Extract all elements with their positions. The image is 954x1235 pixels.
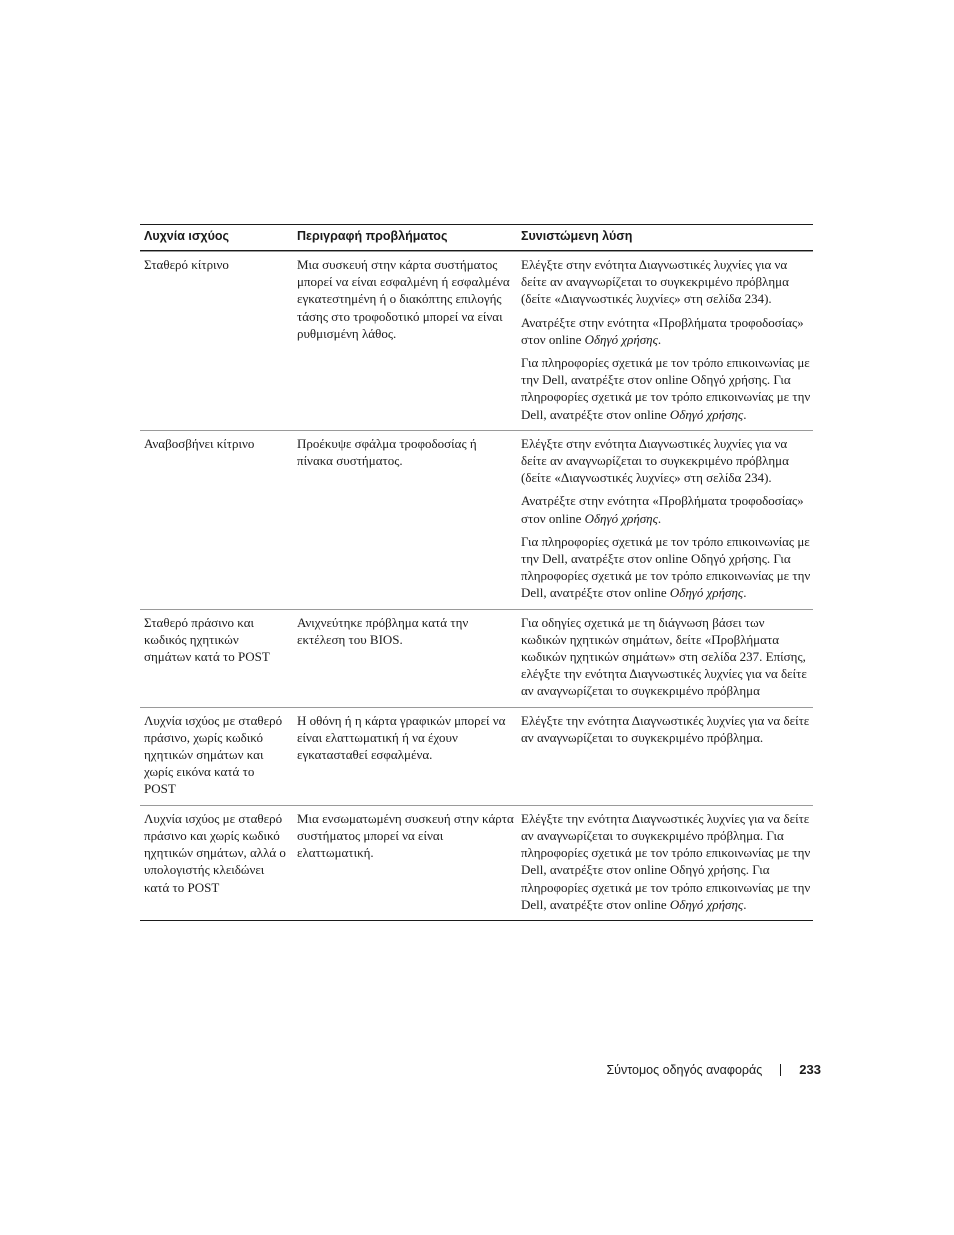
- table-row: [140, 251, 813, 430]
- column-header-problem-description: Περιγραφή προβλήματος: [297, 229, 448, 243]
- table-row: [140, 430, 813, 609]
- footer-separator: [780, 1064, 781, 1076]
- solution-paragraph: [521, 492, 813, 526]
- problem-description-cell: Ανιχνεύτηκε πρόβλημα κατά την εκτέλεση του BIOS.: [297, 614, 469, 647]
- solution-text: Ελέγξτε στην ενότητα Διαγνωστικές λυχνίες για να δείτε αν αναγνωρίζεται το συγκεκριμένο πρόβλημα (δείτε «Διαγνωστικές λυχνίες» στη σελίδα 234).: [521, 435, 789, 486]
- solution-text: Ελέγξτε την ενότητα Διαγνωστικές λυχνίες για να δείτε αν αναγνωρίζεται το συγκεκριμένο πρόβλημα. Για πληροφορίες σχετικά με τον τρόπο επικοινωνίας με την Dell, ανατρέξτε στον online Οδηγό χρήσης. Για πληροφορίες σχετικά με τον τρόπο επικοινωνίας με την Dell, ανατρέξτε στον online: [521, 810, 811, 912]
- column-header-recommended-solution: Συνιστώμενη λύση: [521, 229, 633, 243]
- recommended-solution-cell: [521, 708, 813, 805]
- power-light-cell: Λυχνία ισχύος με σταθερό πράσινο και χωρίς κωδικό ηχητικών σημάτων, αλλά ο υπολογιστής κλειδώνει κατά το POST: [144, 810, 286, 895]
- solution-text: Ελέγξτε στην ενότητα Διαγνωστικές λυχνίες για να δείτε αν αναγνωρίζεται το συγκεκριμένο πρόβλημα (δείτε «Διαγνωστικές λυχνίες» στη σελίδα 234).: [521, 257, 789, 307]
- power-light-cell: Λυχνία ισχύος με σταθερό πράσινο, χωρίς κωδικό ηχητικών σημάτων και χωρίς εικόνα κατά το POST: [144, 712, 283, 797]
- sentence-end: .: [743, 406, 747, 422]
- table-row: [140, 609, 813, 707]
- solution-paragraph: [521, 614, 813, 700]
- user-guide-reference: Οδηγό χρήσης: [669, 585, 744, 601]
- solution-text: Για πληροφορίες σχετικά με τον τρόπο επικοινωνίας με την Dell, ανατρέξτε στον online Οδηγό χρήσης. Για πληροφορίες σχετικά με τον τρόπο επικοινωνίας με την Dell, ανατρέξτε στον online: [521, 533, 811, 601]
- problem-description-cell: Μια συσκευή στην κάρτα συστήματος μπορεί να είναι εσφαλμένη ή εσφαλμένα εγκατεστημένη ή ο διακόπτης επιλογής τάσης στο τροφοδοτικό μπορεί να είναι ρυθμισμένη λάθος.: [297, 257, 510, 341]
- sentence-end: .: [657, 331, 662, 347]
- column-header-power-light: Λυχνία ισχύος: [144, 229, 230, 243]
- problem-description-cell: Η οθόνη ή η κάρτα γραφικών μπορεί να είναι ελαττωματική ή να έχουν εγκατασταθεί εσφαλμένα.: [297, 712, 506, 763]
- solution-text: Για πληροφορίες σχετικά με τον τρόπο επικοινωνίας με την Dell, ανατρέξτε στον online Οδηγό χρήσης. Για πληροφορίες σχετικά με τον τρόπο επικοινωνίας με την Dell, ανατρέξτε στον online: [521, 355, 811, 422]
- user-guide-reference: Οδηγό χρήσης: [584, 510, 658, 526]
- sentence-end: .: [657, 510, 662, 526]
- table-row: [140, 707, 813, 805]
- sentence-end: .: [743, 896, 747, 912]
- table-body: [140, 251, 813, 920]
- user-guide-reference: Οδηγό χρήσης: [584, 331, 658, 347]
- recommended-solution-cell: [521, 806, 813, 920]
- solution-paragraph: [521, 810, 813, 913]
- sentence-end: .: [743, 585, 747, 601]
- page-number: 233: [799, 1062, 821, 1077]
- solution-text: Ανατρέξτε στην ενότητα «Προβλήματα τροφοδοσίας» στον online: [521, 314, 804, 347]
- power-light-cell: Σταθερό κίτρινο: [144, 257, 229, 272]
- solution-paragraph: [521, 712, 813, 746]
- table-row: [140, 805, 813, 920]
- problem-description-cell: Προέκυψε σφάλμα τροφοδοσίας ή πίνακα συστήματος.: [297, 435, 477, 469]
- solution-text: Ελέγξτε την ενότητα Διαγνωστικές λυχνίες για να δείτε αν αναγνωρίζεται το συγκεκριμένο πρόβλημα.: [521, 712, 810, 745]
- solution-text: Για οδηγίες σχετικά με τη διάγνωση βάσει των κωδικών ηχητικών σημάτων, δείτε «Προβλήματα κωδικών ηχητικών σημάτων» στη σελίδα 237. Επίσης, ελέγξτε την ενότητα Διαγνωστικές λυχνίες για να δείτε αν αναγνωρίζεται το συγκεκριμένο πρόβλημα: [521, 614, 807, 699]
- solution-paragraph: [521, 256, 813, 308]
- recommended-solution-cell: [521, 610, 813, 707]
- power-light-cell: Σταθερό πράσινο και κωδικός ηχητικών σημάτων κατά το POST: [144, 614, 270, 665]
- solution-text: Ανατρέξτε στην ενότητα «Προβλήματα τροφοδοσίας» στον online: [521, 493, 804, 526]
- power-light-cell: Αναβοσβήνει κίτρινο: [144, 435, 255, 451]
- solution-paragraph: [521, 354, 813, 423]
- troubleshooting-table: [140, 224, 813, 921]
- recommended-solution-cell: [521, 252, 813, 430]
- problem-description-cell: Μια ενσωματωμένη συσκευή στην κάρτα συστήματος μπορεί να είναι ελαττωματική.: [297, 810, 514, 861]
- table-header-row: [140, 225, 813, 251]
- solution-paragraph: [521, 435, 813, 487]
- user-guide-reference: Οδηγό χρήσης: [669, 896, 744, 912]
- solution-paragraph: [521, 314, 813, 348]
- recommended-solution-cell: [521, 431, 813, 609]
- solution-paragraph: [521, 533, 813, 602]
- page-footer: [606, 1062, 821, 1077]
- user-guide-reference: Οδηγό χρήσης: [669, 406, 744, 422]
- footer-title: Σύντομος οδηγός αναφοράς: [606, 1062, 763, 1077]
